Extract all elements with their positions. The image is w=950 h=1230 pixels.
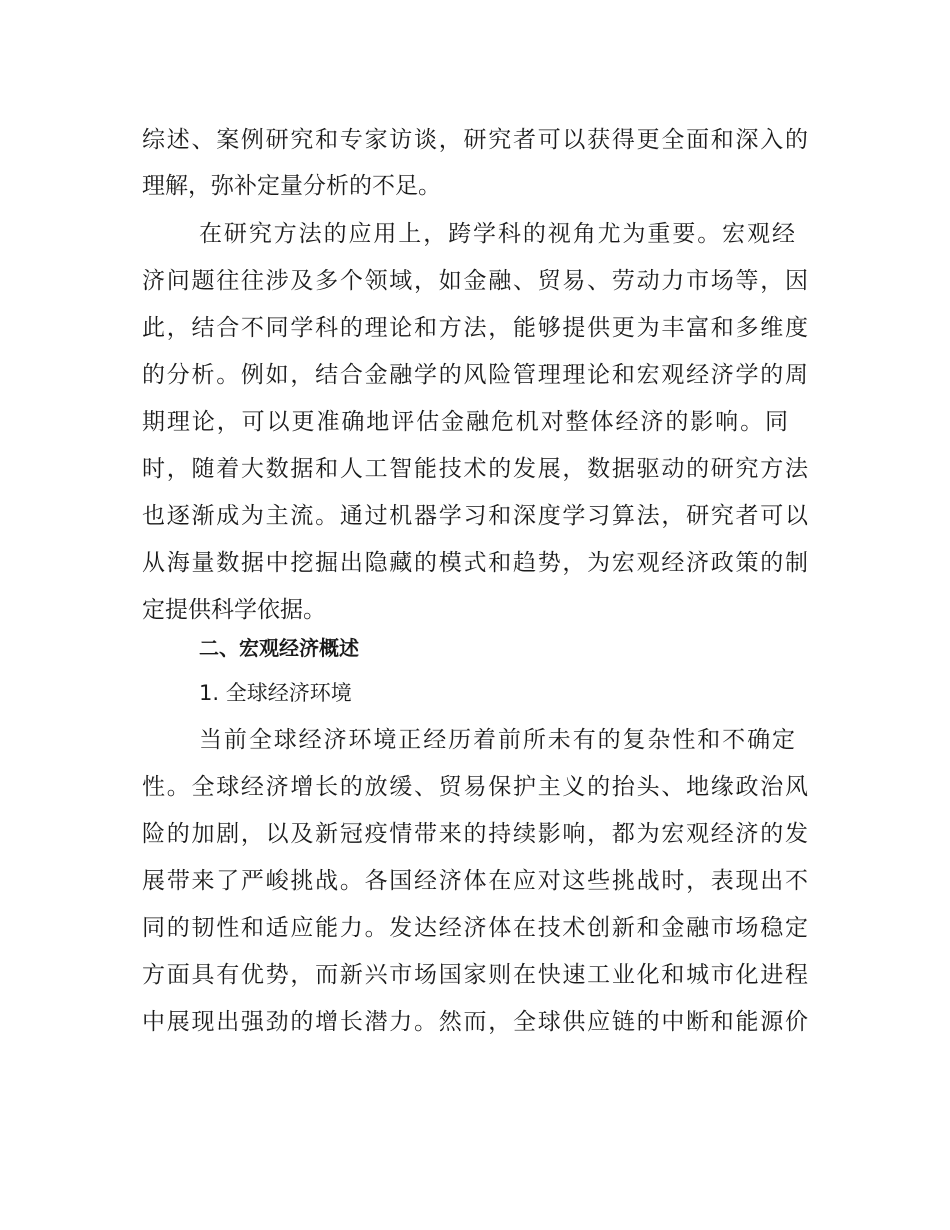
paragraph-line: 当前全球经济环境正经历着前所未有的复杂性和不确定	[199, 727, 795, 753]
paragraph-line: 定提供科学依据。	[142, 597, 326, 623]
paragraph-line: 此，结合不同学科的理论和方法，能够提供更为丰富和多维度	[142, 315, 808, 341]
paragraph-line: 从海量数据中挖掘出隐藏的模式和趋势，为宏观经济政策的制	[142, 550, 808, 576]
paragraph-line: 综述、案例研究和专家访谈，研究者可以获得更全面和深入的	[142, 127, 808, 153]
paragraph-line: 也逐渐成为主流。通过机器学习和深度学习算法，研究者可以	[142, 503, 808, 529]
paragraph-line: 理解，弥补定量分析的不足。	[142, 173, 441, 199]
section-heading: 二、宏观经济概述	[199, 636, 359, 660]
paragraph-line: 济问题往往涉及多个领域，如金融、贸易、劳动力市场等，因	[142, 268, 808, 294]
paragraph-line: 期理论，可以更准确地评估金融危机对整体经济的影响。同	[142, 409, 788, 435]
paragraph-line: 在研究方法的应用上，跨学科的视角尤为重要。宏观经	[199, 221, 795, 247]
paragraph-line: 同的韧性和适应能力。发达经济体在技术创新和金融市场稳定	[142, 915, 808, 941]
paragraph-line: 性。全球经济增长的放缓、贸易保护主义的抬头、地缘政治风	[142, 774, 808, 800]
paragraph-line: 的分析。例如，结合金融学的风险管理理论和宏观经济学的周	[142, 362, 808, 388]
paragraph-line: 中展现出强劲的增长潜力。然而，全球供应链的中断和能源价	[142, 1009, 808, 1035]
paragraph-line: 时，随着大数据和人工智能技术的发展，数据驱动的研究方法	[142, 456, 808, 482]
paragraph-line: 险的加剧，以及新冠疫情带来的持续影响，都为宏观经济的发	[142, 821, 808, 847]
subsection-heading: 1. 全球经济环境	[199, 681, 352, 705]
paragraph-line: 方面具有优势，而新兴市场国家则在快速工业化和城市化进程	[142, 962, 808, 988]
paragraph-line: 展带来了严峻挑战。各国经济体在应对这些挑战时，表现出不	[142, 868, 808, 894]
